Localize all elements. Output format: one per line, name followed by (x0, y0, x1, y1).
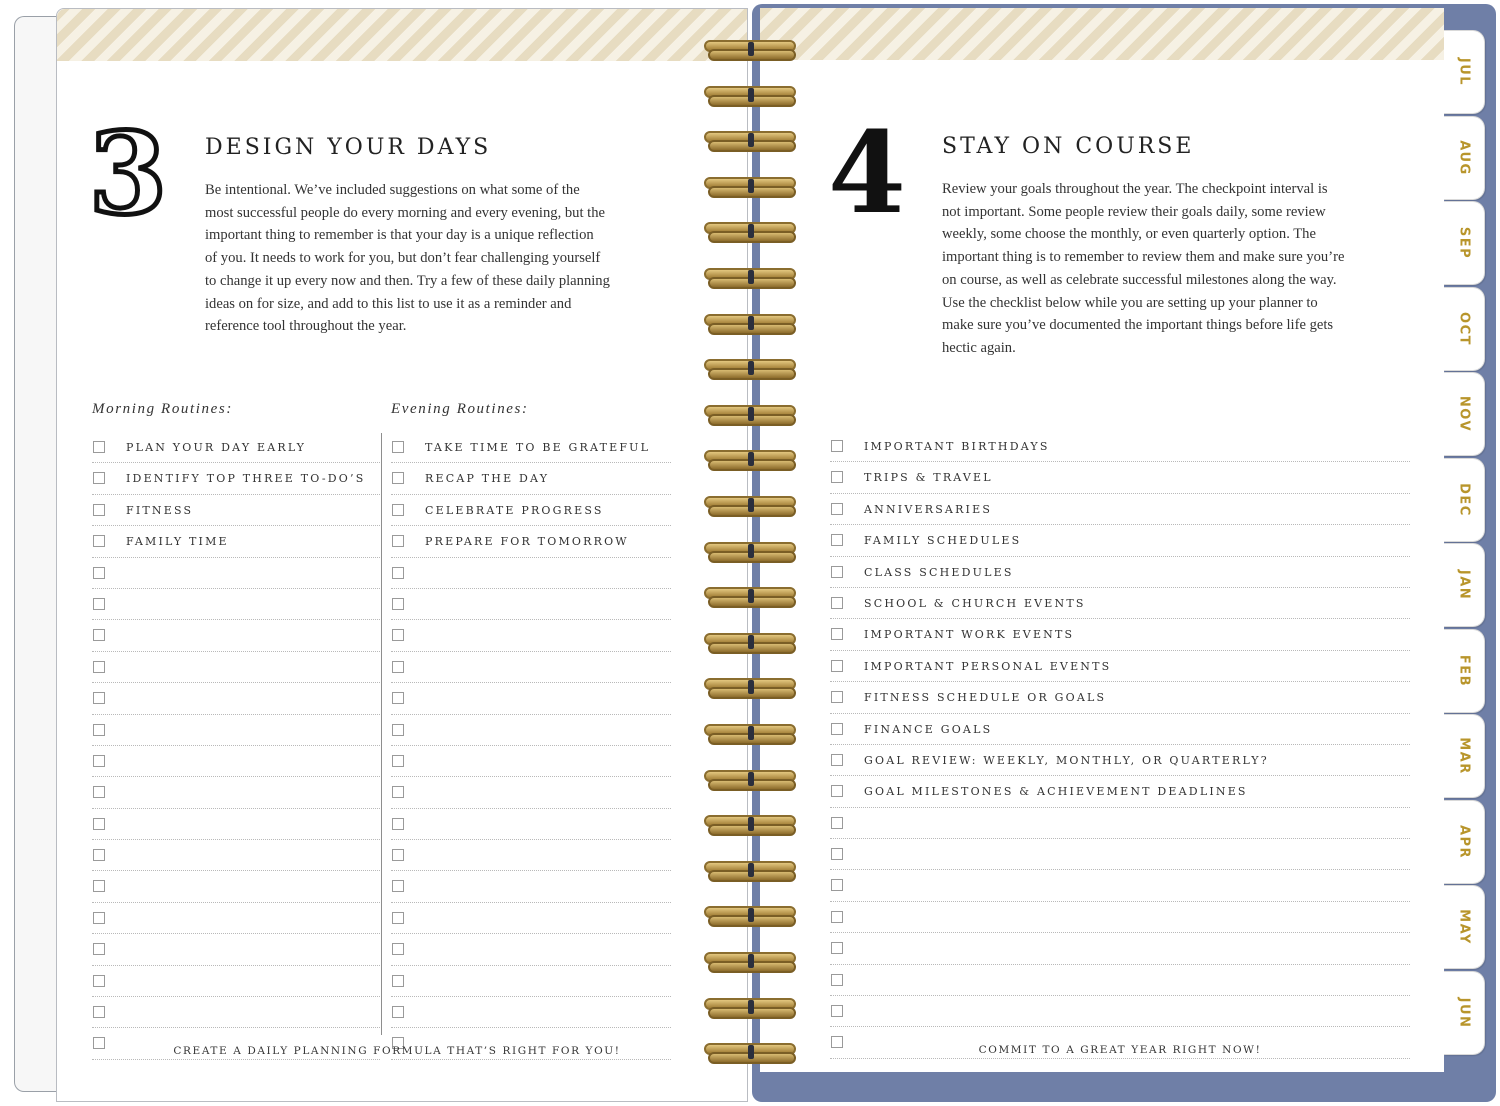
evening-routine-row (391, 747, 671, 777)
checklist-row (830, 871, 1410, 901)
checkbox[interactable] (831, 471, 843, 483)
checklist-row (830, 432, 1410, 462)
evening-routine-item-label: RECAP THE DAY (425, 472, 550, 486)
checkbox[interactable] (93, 943, 105, 955)
spiral-ring (704, 40, 796, 60)
evening-routine-row (391, 464, 671, 494)
checklist-item-label: IMPORTANT BIRTHDAYS (864, 440, 1050, 453)
checkbox[interactable] (93, 535, 105, 547)
spiral-ring (704, 1043, 796, 1063)
spiral-ring (704, 177, 796, 197)
month-tab-label: JUN (1456, 997, 1472, 1028)
morning-routine-row (92, 904, 380, 934)
paragraph-line: Use the checklist below while you are setting up your planner to (942, 294, 1318, 311)
evening-routine-row (391, 967, 671, 997)
checkbox[interactable] (831, 942, 843, 954)
spiral-ring (704, 952, 796, 972)
morning-routine-row (92, 684, 380, 714)
month-tab-label: JUL (1456, 57, 1472, 87)
checkbox[interactable] (392, 567, 404, 579)
spiral-ring (704, 86, 796, 106)
spiral-ring (704, 998, 796, 1018)
checkbox[interactable] (831, 879, 843, 891)
right-page (760, 8, 1444, 1072)
paragraph-line: Review your goals throughout the year. The checkpoint interval is (942, 181, 1328, 197)
morning-routine-item-label: FAMILY TIME (126, 535, 229, 549)
evening-routine-row (391, 841, 671, 871)
paragraph-line: on course, as well as celebrate successful milestones along the way. (942, 271, 1337, 288)
checklist-row (830, 463, 1410, 493)
morning-routine-row (92, 590, 380, 620)
month-tab-nov[interactable] (1444, 372, 1485, 456)
morning-routine-item-label: IDENTIFY TOP THREE TO-DO’S (126, 472, 366, 486)
checklist-item-label: TRIPS & TRAVEL (864, 471, 993, 485)
morning-routine-row (92, 527, 380, 557)
spiral-ring (704, 678, 796, 698)
right-page-number: 4 (828, 108, 906, 239)
spiral-ring (704, 587, 796, 607)
checkbox[interactable] (831, 848, 843, 860)
checklist-row (830, 526, 1410, 556)
checkbox[interactable] (831, 785, 843, 797)
checkbox[interactable] (392, 472, 404, 484)
month-tab-dec[interactable] (1444, 458, 1485, 542)
checklist-row (830, 777, 1410, 807)
checklist-row (830, 620, 1410, 650)
month-tab-jun[interactable] (1444, 971, 1485, 1055)
evening-routine-row (391, 653, 671, 683)
spiral-ring (704, 268, 796, 288)
checklist-item-label: IMPORTANT PERSONAL EVENTS (864, 659, 1112, 673)
evening-routine-row (391, 872, 671, 902)
evening-routine-row (391, 433, 671, 463)
checkbox[interactable] (392, 943, 404, 955)
paragraph-line: important thing to remember is that your day is a unique reflection (205, 227, 594, 244)
checklist-item-label: ANNIVERSARIES (864, 502, 993, 516)
spiral-ring (704, 222, 796, 242)
month-tab-apr[interactable] (1444, 800, 1485, 884)
checkbox[interactable] (93, 786, 105, 798)
checkbox[interactable] (831, 974, 843, 986)
spiral-ring (704, 815, 796, 835)
checkbox[interactable] (392, 818, 404, 830)
checkbox[interactable] (392, 880, 404, 892)
month-tab-label: NOV (1456, 395, 1472, 433)
checkbox[interactable] (831, 628, 843, 640)
right-page-footer: COMMIT TO A GREAT YEAR RIGHT NOW! (978, 1044, 1262, 1056)
checkbox[interactable] (93, 472, 105, 484)
checkbox[interactable] (831, 503, 843, 515)
checkbox[interactable] (93, 629, 105, 641)
checkbox[interactable] (392, 535, 404, 547)
right-page-title: STAY ON COURSE (942, 134, 1195, 159)
checkbox[interactable] (831, 817, 843, 829)
checklist-row (830, 683, 1410, 713)
paragraph-line: hectic again. (942, 339, 1016, 356)
spiral-ring (704, 633, 796, 653)
morning-routine-row (92, 841, 380, 871)
morning-routine-row (92, 778, 380, 808)
checkbox[interactable] (831, 566, 843, 578)
evening-routine-item-label: CELEBRATE PROGRESS (425, 503, 604, 517)
column-divider (381, 433, 382, 1035)
checkbox[interactable] (93, 880, 105, 892)
month-tab-jan[interactable] (1444, 543, 1485, 627)
checkbox[interactable] (93, 504, 105, 516)
checkbox[interactable] (392, 441, 404, 453)
paragraph-line: Be intentional. We’ve included suggestions on what some of the (205, 182, 580, 198)
checklist-row (830, 903, 1410, 933)
month-tab-mar[interactable] (1444, 714, 1485, 798)
checkbox[interactable] (831, 691, 843, 703)
checkbox[interactable] (93, 441, 105, 453)
checkbox[interactable] (831, 723, 843, 735)
checkbox[interactable] (93, 912, 105, 924)
evening-routines-list (391, 433, 671, 1061)
spiral-ring (704, 861, 796, 881)
morning-routine-row (92, 747, 380, 777)
checklist-item-label: IMPORTANT WORK EVENTS (864, 628, 1075, 642)
morning-routine-row (92, 559, 380, 589)
spiral-ring (704, 405, 796, 425)
checkbox[interactable] (93, 661, 105, 673)
spiral-ring (704, 770, 796, 790)
evening-routine-row (391, 810, 671, 840)
month-tab-feb[interactable] (1444, 629, 1485, 713)
checkbox[interactable] (392, 755, 404, 767)
month-tab-label: SEP (1456, 226, 1472, 260)
month-tabs (1444, 30, 1488, 1074)
month-tab-label: JAN (1456, 569, 1472, 601)
month-tab-may[interactable] (1444, 885, 1485, 969)
evening-routine-item-label: PREPARE FOR TOMORROW (425, 535, 629, 549)
morning-routine-row (92, 967, 380, 997)
checklist-row (830, 809, 1410, 839)
morning-routine-row (92, 716, 380, 746)
checkbox[interactable] (831, 597, 843, 609)
paragraph-line: most successful people do every morning and every evening, but the (205, 204, 606, 221)
checklist-row (830, 652, 1410, 682)
checklist-row (830, 997, 1410, 1027)
evening-routine-row (391, 590, 671, 620)
morning-routine-row (92, 464, 380, 494)
checkbox[interactable] (93, 975, 105, 987)
evening-routine-item-label: TAKE TIME TO BE GRATEFUL (425, 441, 651, 454)
left-page (56, 8, 748, 1102)
month-tab-label: FEB (1456, 654, 1472, 687)
checkbox[interactable] (93, 692, 105, 704)
evening-routine-row (391, 527, 671, 557)
evening-routine-row (391, 684, 671, 714)
evening-routine-row (391, 935, 671, 965)
checkbox[interactable] (392, 504, 404, 516)
checklist-row (830, 715, 1410, 745)
spiral-ring (704, 450, 796, 470)
left-page-paragraph (205, 179, 610, 338)
checklist-row (830, 934, 1410, 964)
checkbox[interactable] (93, 598, 105, 610)
evening-routines-heading: Evening Routines: (391, 401, 529, 417)
morning-routine-row (92, 621, 380, 651)
checklist-row (830, 746, 1410, 776)
month-tab-sep[interactable] (1444, 201, 1485, 285)
checklist-item-label: CLASS SCHEDULES (864, 565, 1014, 579)
evening-routine-row (391, 559, 671, 589)
checklist-item-label: FITNESS SCHEDULE OR GOALS (864, 691, 1107, 705)
morning-routine-row (92, 935, 380, 965)
checkbox[interactable] (392, 724, 404, 736)
setup-checklist (830, 432, 1410, 1060)
checklist-item-label: GOAL MILESTONES & ACHIEVEMENT DEADLINES (864, 785, 1248, 799)
morning-routine-row (92, 998, 380, 1028)
month-tab-oct[interactable] (1444, 287, 1485, 371)
paragraph-line: to change it up every now and then. Try a few of these daily planning (205, 272, 610, 289)
paragraph-line: important thing is to remember to review them and make sure you’re (942, 249, 1345, 266)
checkbox[interactable] (831, 660, 843, 672)
paragraph-line: reference tool throughout the year. (205, 318, 407, 335)
right-page-paragraph (942, 178, 1344, 360)
evening-routine-row (391, 998, 671, 1028)
checkbox[interactable] (392, 598, 404, 610)
paragraph-line: ideas on for size, and add to this list to use it as a reminder and (205, 295, 572, 312)
checkbox[interactable] (93, 567, 105, 579)
checkbox[interactable] (392, 912, 404, 924)
spiral-ring (704, 496, 796, 516)
checklist-row (830, 558, 1410, 588)
spiral-ring (704, 724, 796, 744)
month-tab-label: DEC (1456, 482, 1472, 517)
paragraph-line: not important. Some people review their goals daily, some review (942, 203, 1326, 220)
paragraph-line: of you. It needs to work for you, but don’t fear challenging yourself (205, 250, 601, 267)
checkbox[interactable] (392, 629, 404, 641)
checklist-item-label: FINANCE GOALS (864, 722, 993, 736)
checkbox[interactable] (831, 534, 843, 546)
spiral-binding (700, 40, 800, 1080)
month-tab-jul[interactable] (1444, 30, 1485, 114)
paragraph-line: make sure you’ve documented the important things before life gets (942, 317, 1334, 334)
month-tab-aug[interactable] (1444, 116, 1485, 200)
morning-routine-row (92, 872, 380, 902)
month-tab-label: MAY (1456, 909, 1472, 945)
checkbox[interactable] (831, 440, 843, 452)
evening-routine-row (391, 778, 671, 808)
month-tab-label: OCT (1456, 311, 1472, 346)
morning-routine-row (92, 653, 380, 683)
left-page-stripe-header (57, 9, 747, 61)
checkbox[interactable] (93, 849, 105, 861)
checklist-row (830, 966, 1410, 996)
left-page-number: 3 (89, 109, 167, 240)
spiral-ring (704, 542, 796, 562)
evening-routine-row (391, 904, 671, 934)
morning-routine-row (92, 496, 380, 526)
checklist-item-label: SCHOOL & CHURCH EVENTS (864, 596, 1086, 610)
checkbox[interactable] (392, 849, 404, 861)
right-page-stripe-header (760, 8, 1444, 60)
month-tab-label: MAR (1456, 737, 1472, 775)
checklist-row (830, 840, 1410, 870)
morning-routine-item-label: FITNESS (126, 503, 194, 517)
checklist-item-label: FAMILY SCHEDULES (864, 534, 1022, 548)
checkbox[interactable] (831, 911, 843, 923)
left-page-title: DESIGN YOUR DAYS (205, 135, 492, 160)
checklist-row (830, 495, 1410, 525)
morning-routines-list (92, 433, 380, 1061)
evening-routine-row (391, 496, 671, 526)
checkbox[interactable] (831, 1005, 843, 1017)
checkbox[interactable] (831, 754, 843, 766)
month-tab-label: AUG (1456, 139, 1472, 176)
evening-routine-row (391, 621, 671, 651)
spiral-ring (704, 131, 796, 151)
left-page-footer: CREATE A DAILY PLANNING FORMULA THAT’S RIGHT FOR YOU! (173, 1045, 621, 1057)
checkbox[interactable] (392, 786, 404, 798)
morning-routine-row (92, 433, 380, 463)
checkbox[interactable] (392, 1006, 404, 1018)
spiral-ring (704, 359, 796, 379)
checkbox[interactable] (392, 692, 404, 704)
checkbox[interactable] (392, 661, 404, 673)
checklist-row (830, 589, 1410, 619)
spiral-ring (704, 906, 796, 926)
evening-routine-row (391, 716, 671, 746)
month-tab-label: APR (1456, 824, 1472, 859)
checkbox[interactable] (93, 818, 105, 830)
morning-routine-item-label: PLAN YOUR DAY EARLY (126, 441, 307, 454)
checkbox[interactable] (93, 724, 105, 736)
morning-routine-row (92, 810, 380, 840)
checkbox[interactable] (93, 755, 105, 767)
checklist-item-label: GOAL REVIEW: WEEKLY, MONTHLY, OR QUARTERLY? (864, 753, 1269, 767)
paragraph-line: weekly, some choose the monthly, or even quarterly option. The (942, 226, 1316, 243)
checkbox[interactable] (93, 1006, 105, 1018)
morning-routines-heading: Morning Routines: (92, 401, 233, 417)
spiral-ring (704, 314, 796, 334)
checkbox[interactable] (392, 975, 404, 987)
